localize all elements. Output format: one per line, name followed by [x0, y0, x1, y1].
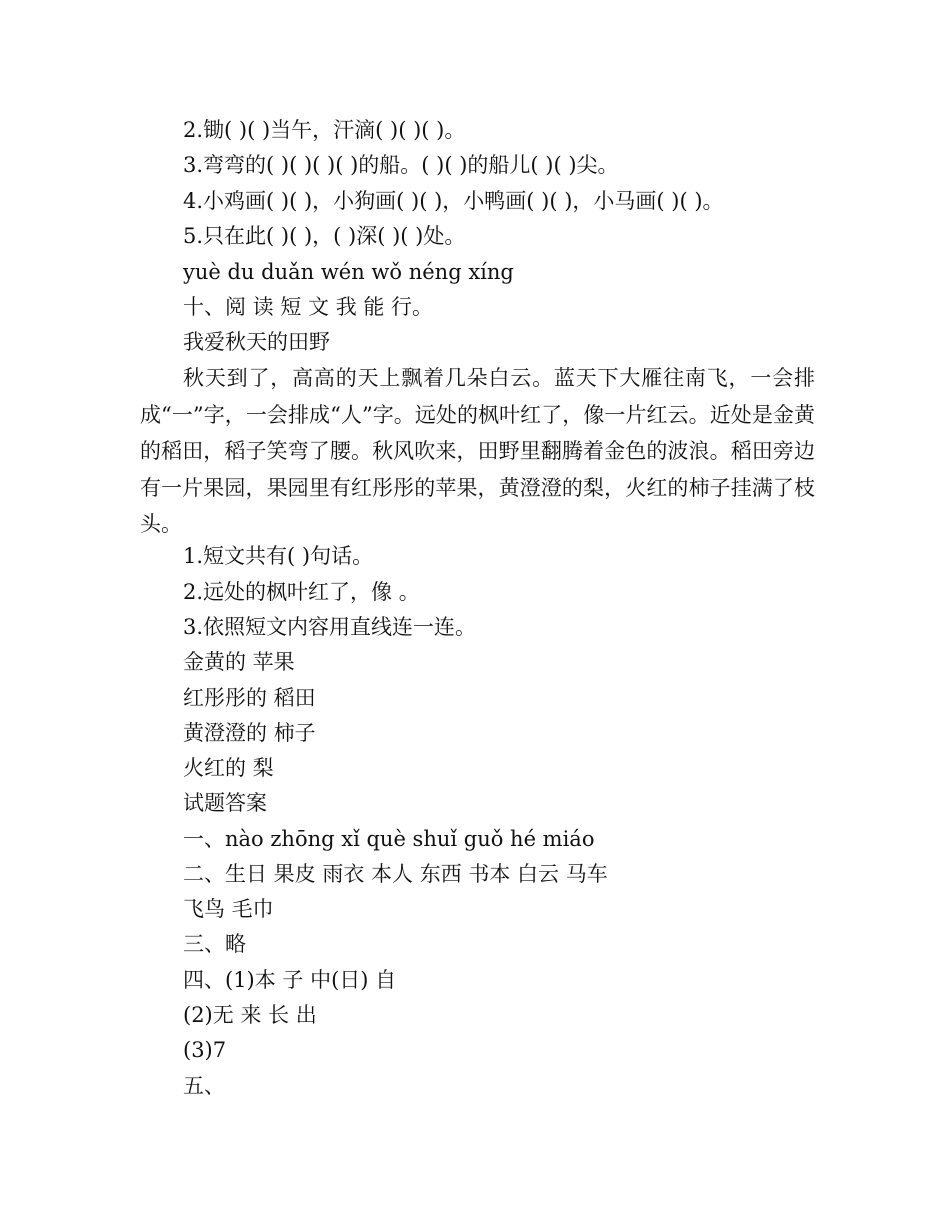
answer-two: 二、生日 果皮 雨衣 本人 东西 书本 白云 马车 [183, 862, 608, 886]
match-row-4: 火红的 梨 [183, 756, 274, 780]
answer-four-1: 四、(1)本 子 中(日) 自 [183, 968, 397, 992]
fill-blank-line-2: 2.锄( )( )当午，汗滴( )( )( )。 [183, 118, 466, 142]
fill-blank-line-5: 5.只在此( )( )，( )深( )( )处。 [183, 224, 466, 248]
pinyin-heading: yuè du duǎn wén wǒ néng xíng [183, 260, 514, 284]
passage-title: 我爱秋天的田野 [183, 330, 330, 354]
answer-five: 五、 [183, 1074, 225, 1098]
answer-one: 一、nào zhōng xǐ què shuǐ guǒ hé miáo [183, 827, 595, 851]
answer-three: 三、略 [183, 932, 246, 956]
answer-two-cont: 飞鸟 毛巾 [183, 897, 274, 921]
fill-blank-line-3: 3.弯弯的( )( )( )( )的船。( )( )的船儿( )( )尖。 [183, 153, 619, 177]
question-3: 3.依照短文内容用直线连一连。 [183, 615, 477, 639]
match-row-1: 金黄的 苹果 [183, 650, 295, 674]
reading-passage: 秋天到了，高高的天上飘着几朵白云。蓝天下大雁往南飞，一会排成“一”字，一会排成“人”字。远处的枫叶红了，像一片红云。近处是金黄的稻田，稻子笑弯了腰。秋风吹来，田野里翻腾着金色的波浪。稻田旁边有一片果园，果园里有红彤彤的苹果，黄澄澄的梨，火红的柿子挂满了枝头。 [140, 366, 815, 537]
match-row-3: 黄澄澄的 柿子 [183, 721, 316, 745]
section-ten-heading: 十、阅 读 短 文 我 能 行。 [183, 295, 434, 319]
match-row-2: 红彤彤的 稻田 [183, 686, 316, 710]
answer-four-3: (3)7 [183, 1038, 227, 1062]
answers-heading: 试题答案 [183, 791, 267, 815]
fill-blank-line-4: 4.小鸡画( )( )，小狗画( )( )，小鸭画( )( )，小马画( )( )。 [183, 189, 724, 213]
answer-four-2: (2)无 来 长 出 [183, 1003, 317, 1027]
question-2: 2.远处的枫叶红了，像 。 [183, 580, 420, 604]
question-1: 1.短文共有( )句话。 [183, 544, 374, 568]
